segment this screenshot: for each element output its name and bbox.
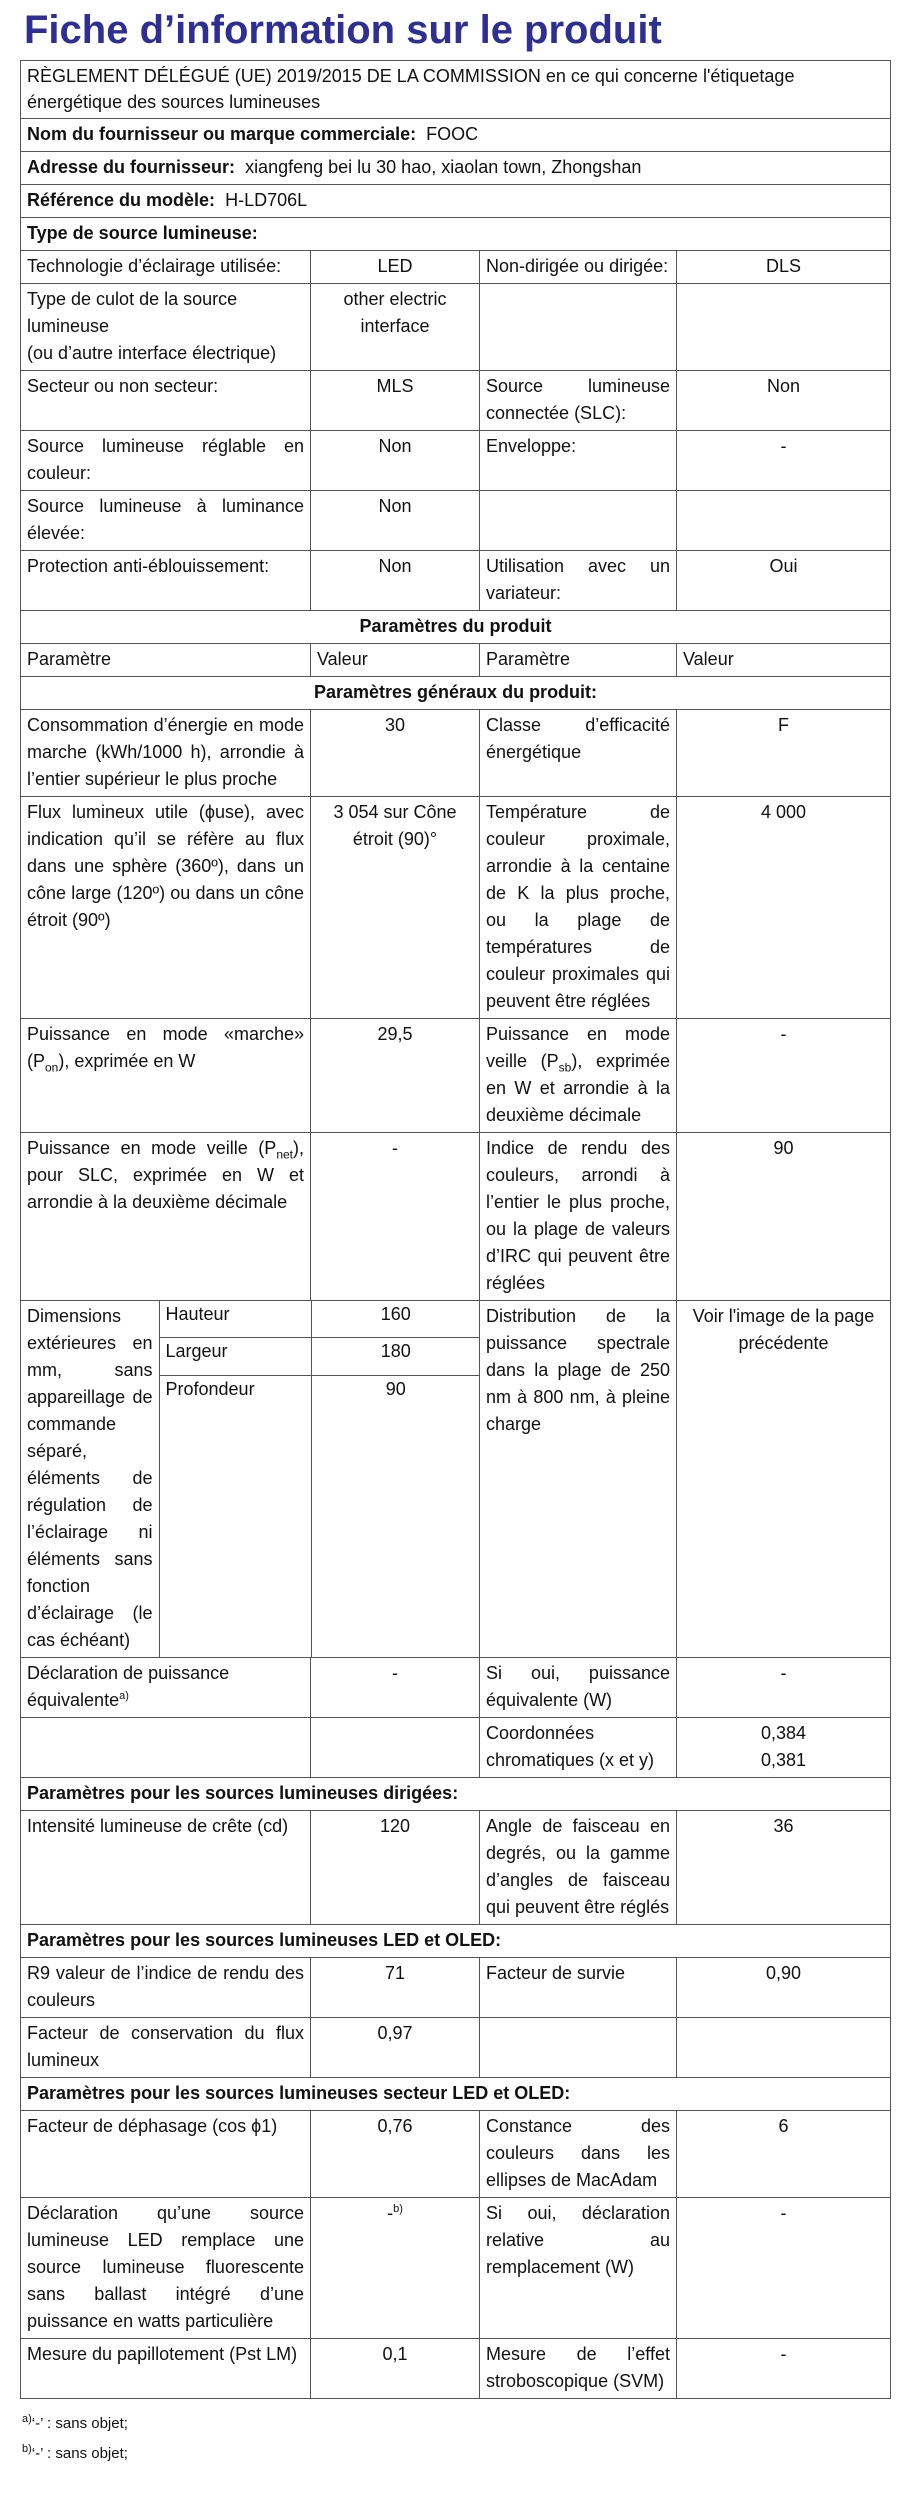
spectral-distribution-value: Voir l'image de la page précédente <box>677 1301 891 1658</box>
supplier-value: FOOC <box>426 124 479 144</box>
flicker-value: 0,1 <box>311 2339 480 2399</box>
empty-cell <box>159 1412 311 1657</box>
colour-consistency-label: Constance des couleurs dans les ellipses de MacAdam <box>480 2111 677 2198</box>
survival-factor-label: Facteur de survie <box>480 1958 677 2018</box>
empty-cell <box>480 2018 677 2078</box>
empty-cell <box>311 1718 480 1778</box>
page-title: Fiche d’information sur le produit <box>24 8 662 52</box>
empty-cell <box>311 1412 480 1657</box>
height-label: Hauteur <box>159 1301 311 1338</box>
standby-power-value: - <box>677 1019 891 1133</box>
efficiency-class-label: Classe d’efficacité énergétique <box>480 710 677 797</box>
connected-label: Source lumineuse connectée (SLC): <box>480 371 677 431</box>
colour-consistency-value: 6 <box>677 2111 891 2198</box>
tech-value: LED <box>311 251 480 284</box>
model-label: Référence du modèle: <box>27 190 216 210</box>
supplier-label: Nom du fournisseur ou marque commerciale: <box>27 124 417 144</box>
address-row <box>21 152 891 185</box>
replacement-claim-label: Déclaration qu’une source lumineuse LED remplace une source lumineuse fluorescente sans ballast intégré d’une puissance en watts particulière <box>21 2198 311 2339</box>
led-section-header: Paramètres pour les sources lumineuses LED et OLED: <box>21 1925 891 1958</box>
high-luminance-value: Non <box>311 491 480 551</box>
colour-tunable-label: Source lumineuse réglable en couleur: <box>21 431 311 491</box>
empty-cell <box>677 2018 891 2078</box>
depth-label: Profondeur <box>159 1375 311 1412</box>
useful-flux-label: Flux lumineux utile (ϕuse), avec indication qu’il se réfère au flux dans une sphère (360º), dans un cône large (120º) ou dans un cône étroit (90º) <box>21 797 311 1019</box>
equivalent-power-claim-value: - <box>311 1658 480 1718</box>
dimmer-label: Utilisation avec un variateur: <box>480 551 677 611</box>
equivalent-power-label: Si oui, puissance équivalente (W) <box>480 1658 677 1718</box>
dimensions-label: Dimensions extérieures en mm, sans appareillage de commande séparé, éléments de régulation de l’éclairage ni éléments sans fonction d’éclairage (le cas échéant) <box>21 1301 159 1657</box>
footnote-a: $^{a)}$‘-’ : sans objet; <box>22 2413 128 2432</box>
product-information-sheet <box>0 6 900 2516</box>
connected-value: Non <box>677 371 891 431</box>
peak-intensity-label: Intensité lumineuse de crête (cd) <box>21 1811 311 1925</box>
directional-value: DLS <box>677 251 891 284</box>
dimmer-value: Oui <box>677 551 891 611</box>
col-header-value: Valeur <box>677 644 891 677</box>
supplier-row <box>21 119 891 152</box>
flux-maintenance-label: Facteur de conservation du flux lumineux <box>21 2018 311 2078</box>
empty-cell <box>677 284 891 371</box>
efficiency-class-value: F <box>677 710 891 797</box>
empty-cell <box>480 491 677 551</box>
replacement-watts-value: - <box>677 2198 891 2339</box>
height-value: 160 <box>311 1301 480 1338</box>
col-header-param: Paramètre <box>21 644 311 677</box>
type-section-header: Type de source lumineuse: <box>21 218 891 251</box>
address-value: xiangfeng bei lu 30 hao, xiaolan town, Zhongshan <box>245 157 642 177</box>
empty-cell <box>480 284 677 371</box>
dimensions-subtable <box>21 1301 480 1657</box>
peak-intensity-value: 120 <box>311 1811 480 1925</box>
equivalent-power-claim-label: Déclaration de puissance équivalente$^{a)}$ <box>21 1658 311 1718</box>
directional-label: Non-dirigée ou dirigée: <box>480 251 677 284</box>
width-label: Largeur <box>159 1338 311 1375</box>
standby-power-label: Puissance en mode veille $(P_{sb})$, exprimée en W et arrondie à la deuxième décimale <box>480 1019 677 1133</box>
survival-factor-value: 0,90 <box>677 1958 891 2018</box>
useful-flux-value: 3 054 sur Cône étroit (90)° <box>311 797 480 1019</box>
chromaticity-value <box>677 1718 891 1778</box>
regulation-intro: RÈGLEMENT DÉLÉGUÉ (UE) 2019/2015 DE LA COMMISSION en ce qui concerne l'étiquetage énergétique des sources lumineuses <box>21 61 891 119</box>
flicker-label: Mesure du papillotement (Pst LM) <box>21 2339 311 2399</box>
address-label: Adresse du fournisseur: <box>27 157 236 177</box>
width-value: 180 <box>311 1338 480 1375</box>
networked-standby-value: - <box>311 1133 480 1301</box>
beam-angle-label: Angle de faisceau en degrés, ou la gamme d’angles de faisceau qui peuvent être réglés <box>480 1811 677 1925</box>
colour-tunable-value: Non <box>311 431 480 491</box>
envelope-value: - <box>677 431 891 491</box>
on-mode-power-value: 29,5 <box>311 1019 480 1133</box>
col-header-value: Valeur <box>311 644 480 677</box>
replacement-watts-label: Si oui, déclaration relative au remplacement (W) <box>480 2198 677 2339</box>
directional-section-header: Paramètres pour les sources lumineuses dirigées: <box>21 1778 891 1811</box>
glare-value: Non <box>311 551 480 611</box>
tech-label: Technologie d’éclairage utilisée: <box>21 251 311 284</box>
mains-value: MLS <box>311 371 480 431</box>
glare-label: Protection anti-éblouissement: <box>21 551 311 611</box>
product-params-header: Paramètres du produit <box>21 611 891 644</box>
footnotes <box>20 2411 886 2471</box>
depth-value: 90 <box>385 1378 406 1399</box>
footnote-b: $^{b)}$‘-’ : sans objet; <box>22 2443 128 2462</box>
cap-label-line2: (ou d’autre interface électrique) <box>27 343 277 363</box>
empty-cell <box>677 491 891 551</box>
cri-value: 90 <box>677 1133 891 1301</box>
product-info-table <box>20 60 891 2399</box>
cap-label-line1: Type de culot de la source lumineuse <box>27 289 238 336</box>
model-row <box>21 185 891 218</box>
empty-cell <box>21 1718 311 1778</box>
cap-label <box>21 284 311 371</box>
beam-angle-value: 36 <box>677 1811 891 1925</box>
r9-value: 71 <box>311 1958 480 2018</box>
stroboscopic-value: - <box>677 2339 891 2399</box>
chromaticity-y: 0,381 <box>760 1750 807 1770</box>
equivalent-power-value: - <box>677 1658 891 1718</box>
replacement-claim-value: -$^{b)}$ <box>311 2198 480 2339</box>
high-luminance-label: Source lumineuse à luminance élevée: <box>21 491 311 551</box>
envelope-label: Enveloppe: <box>480 431 677 491</box>
chromaticity-label: Coordonnées chromatiques (x et y) <box>480 1718 677 1778</box>
mains-led-section-header: Paramètres pour les sources lumineuses secteur LED et OLED: <box>21 2078 891 2111</box>
displacement-factor-value: 0,76 <box>311 2111 480 2198</box>
displacement-factor-label: Facteur de déphasage (cos ϕ1) <box>21 2111 311 2198</box>
mains-label: Secteur ou non secteur: <box>21 371 311 431</box>
stroboscopic-label: Mesure de l’effet stroboscopique (SVM) <box>480 2339 677 2399</box>
flux-maintenance-value: 0,97 <box>311 2018 480 2078</box>
spectral-distribution-label: Distribution de la puissance spectrale dans la plage de 250 nm à 800 nm, à pleine charge <box>480 1301 677 1658</box>
dimensions-cell <box>21 1301 480 1658</box>
consumption-label: Consommation d’énergie en mode marche (kWh/1000 h), arrondie à l’entier supérieur le plus proche <box>21 710 311 797</box>
general-params-header: Paramètres généraux du produit: <box>21 677 891 710</box>
cap-value: other electric interface <box>311 284 480 371</box>
networked-standby-label: Puissance en mode veille $(P_{net})$, pour SLC, exprimée en W et arrondie à la deuxième décimale <box>21 1133 311 1301</box>
on-mode-power-label: Puissance en mode «marche» $(P_{on})$, exprimée en W <box>21 1019 311 1133</box>
consumption-value: 30 <box>311 710 480 797</box>
col-header-param: Paramètre <box>480 644 677 677</box>
cct-label: Température de couleur proximale, arrondie à la centaine de K la plus proche, ou la plage de températures de couleur proximales qui peuvent être réglées <box>480 797 677 1019</box>
r9-label: R9 valeur de l’indice de rendu des couleurs <box>21 1958 311 2018</box>
cct-value: 4 000 <box>677 797 891 1019</box>
model-value: H-LD706L <box>225 190 308 210</box>
chromaticity-x: 0,384 <box>760 1723 807 1743</box>
cri-label: Indice de rendu des couleurs, arrondi à l’entier le plus proche, ou la plage de valeurs d’IRC qui peuvent être réglées <box>480 1133 677 1301</box>
